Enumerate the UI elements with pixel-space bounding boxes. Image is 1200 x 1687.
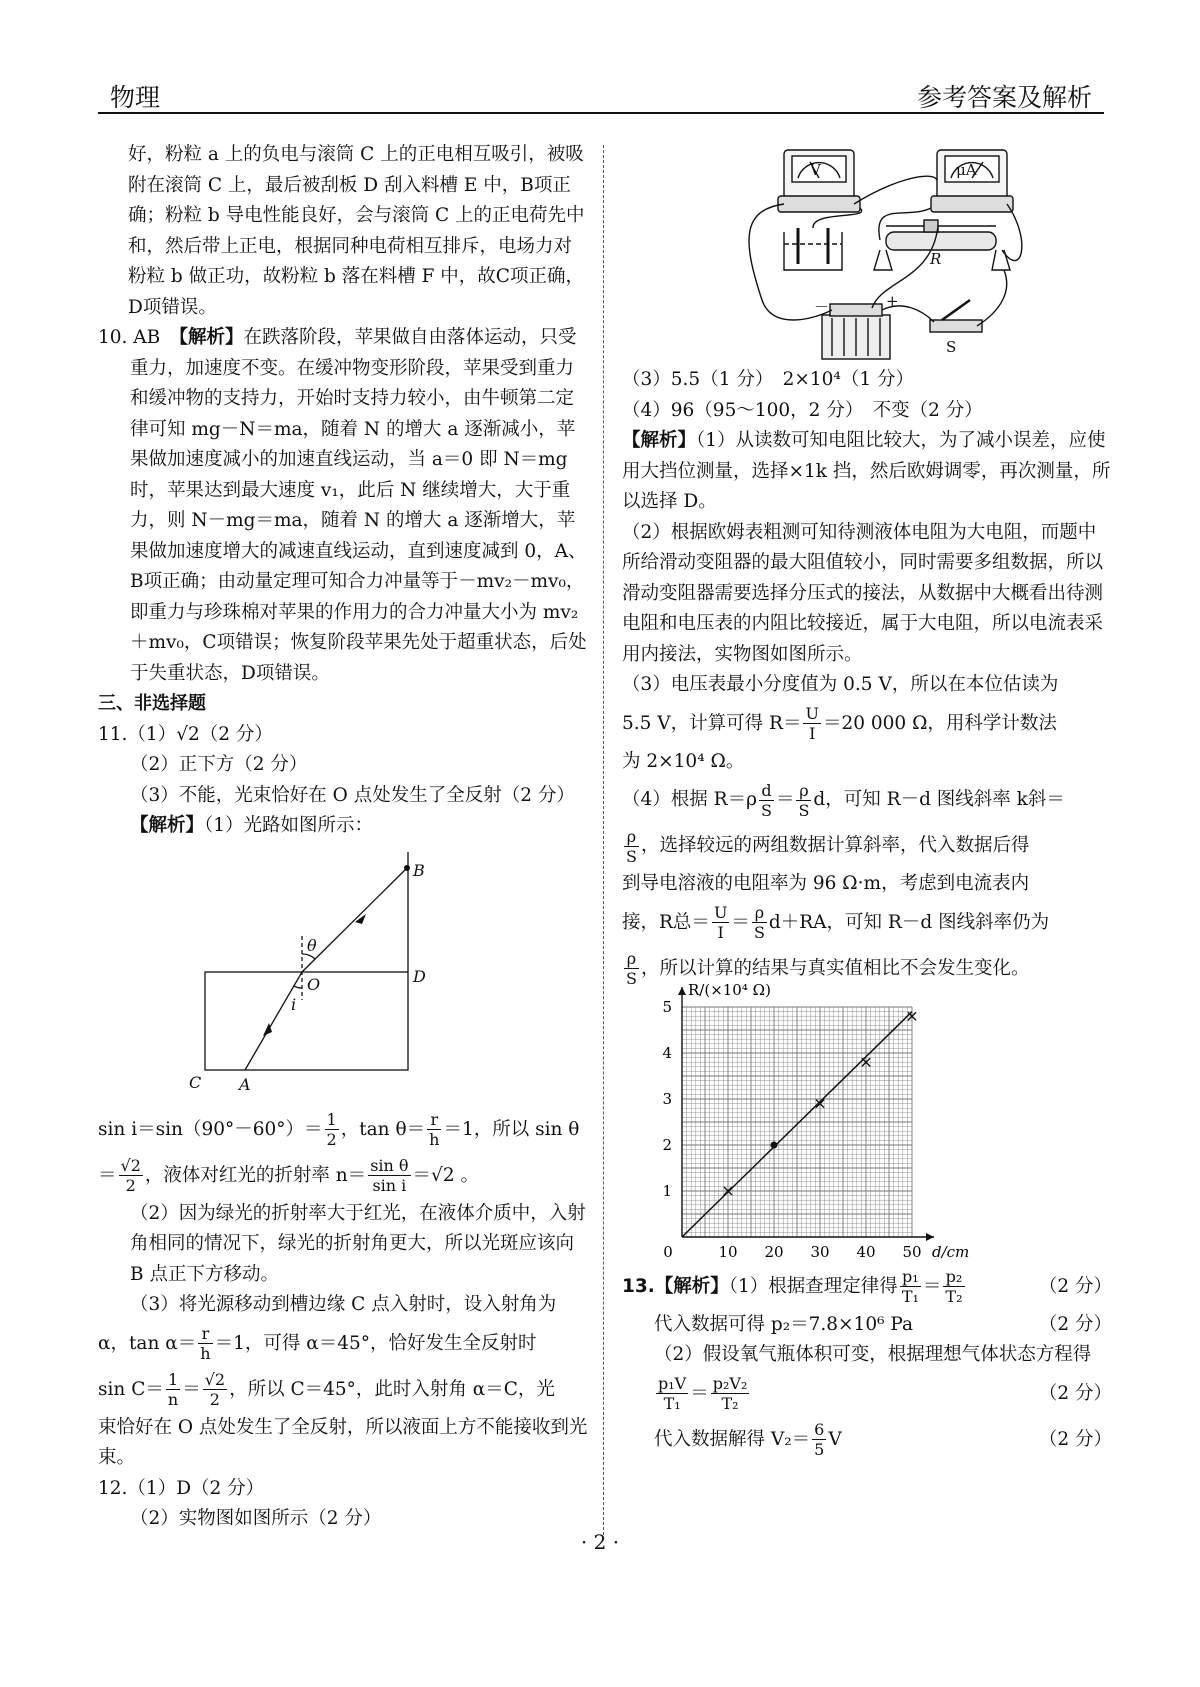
subject-title: 物理 — [110, 83, 161, 112]
frac-den: S — [760, 800, 772, 820]
q11-analysis-intro — [98, 811, 588, 842]
page-number: · 2 · — [580, 1530, 620, 1554]
label-O: O — [307, 974, 321, 994]
q13-line-3: （2）假设氧气瓶体积可变，根据理想气体状态方程得 — [654, 1344, 1092, 1365]
score-1: （2 分） — [1038, 1275, 1112, 1297]
q12-tag: 【解析】 — [622, 430, 697, 451]
r-d-chart — [642, 980, 970, 1264]
q12-analysis-2: （2）根据欧姆表粗测可知待测液体电阻为大电阻，而题中所给滑动变阻器的最大阻值较小，同时需要多组数据，所以滑动变阻器需要选择分压式的接法，从数据中大概看出待测电阻和电压表的内阻比较接近，属于大电阻，所以电流表采用内接法，实物图如图所示。 — [622, 521, 1104, 665]
q11-part2: （2）正下方（2 分） — [130, 754, 308, 775]
p3-text-c: ＝1，可得 α＝45°，恰好发生全反射时 — [214, 1332, 537, 1354]
battery-plus: + — [886, 292, 899, 310]
q11-part3-analysis-c: sin C＝ $\frac{1}{n}$ ＝ $\frac{√2}{2}$ ，所以 C＝45°，此时入射角 α＝C，光 — [98, 1370, 555, 1409]
answer-title: 参考答案及解析 — [916, 83, 1092, 112]
fraction-half — [325, 1110, 339, 1149]
y-tick-label: 1 — [662, 1181, 672, 1200]
q10-tag: 【解析】 — [178, 327, 244, 348]
microammeter-label: μA — [956, 161, 977, 179]
fraction-1-n — [166, 1370, 180, 1409]
q12-analysis-4c: 到导电溶液的电阻率为 96 Ω·m，考虑到电流表内 — [622, 873, 1030, 894]
column-divider — [603, 145, 604, 1535]
frac-num: ρ — [624, 949, 639, 969]
q13-line-1 — [622, 1264, 1112, 1310]
frac-num: r — [198, 1324, 212, 1344]
frac-den: h — [429, 1130, 440, 1149]
fraction-rho-S-4 — [624, 949, 639, 988]
q12-analysis-4d — [622, 900, 1112, 946]
p3b-text: 5.5 V，计算可得 R＝ — [622, 712, 802, 734]
fraction-r-h — [427, 1110, 441, 1149]
fraction-6-5 — [812, 1420, 826, 1459]
p4f-text: 接，R总＝ — [622, 911, 710, 933]
fraction-sqrt2-2 — [203, 1370, 227, 1409]
page-header — [98, 72, 1104, 114]
f2-text-c: ＝√2 。 — [412, 1164, 479, 1186]
frac-num: r — [427, 1110, 441, 1130]
frac-num: 6 — [814, 1420, 825, 1439]
q13-4b: ＝ — [690, 1382, 709, 1404]
label-B: B — [413, 860, 425, 880]
q13-5b: V — [828, 1428, 842, 1450]
data-point — [771, 1141, 778, 1148]
frac-den: S — [626, 846, 637, 866]
frac-den: 2 — [209, 1390, 220, 1409]
q13-5a: 代入数据解得 V₂＝ — [654, 1428, 811, 1450]
frac-den: S — [798, 800, 810, 820]
p4g-text: ＝ — [731, 911, 750, 933]
p4d-text: ，选择较远的两组数据计算斜率，代入数据后得 — [640, 835, 1030, 856]
q11-part3-analysis-a: （3）将光源移动到槽边缘 C 点入射时，设入射角为 — [130, 1294, 557, 1315]
point-B — [404, 865, 410, 871]
frac-num: d — [759, 781, 774, 801]
fraction-U-I-2 — [712, 903, 729, 942]
q12-part4-answer: （4）96（95～100，2 分） 不变（2 分） — [622, 399, 983, 421]
q12-part1: 12.（1）D（2 分） — [98, 1477, 265, 1499]
circuit-diagram — [702, 140, 1032, 365]
q12-analysis-1 — [622, 426, 1112, 518]
x-tick-label: 30 — [810, 1242, 830, 1261]
q13-line-5 — [622, 1417, 1112, 1463]
q11-fig-intro: （1）光路如图所示： — [204, 815, 374, 836]
frac-den: T₁ — [663, 1394, 681, 1413]
x-tick-label: 0 — [663, 1242, 673, 1261]
label-theta: θ — [307, 935, 317, 955]
label-D: D — [413, 966, 426, 986]
x-axis-label: d/cm — [932, 1242, 970, 1261]
frac-num: 1 — [326, 1110, 337, 1129]
q11-formula-2 — [98, 1153, 588, 1199]
label-C: C — [189, 1072, 202, 1092]
x-tick-label: 10 — [718, 1242, 738, 1261]
refracted-ray — [302, 868, 407, 972]
frac-den: I — [717, 923, 724, 942]
q10-text: 在跌落阶段，苹果做自由落体运动，只受重力，加速度不变。在缓冲物变形阶段，苹果受到重力和缓冲物的支持力，开始时支持力较小，由牛顿第二定律可知 mg－N＝ma，随着 N 的增大 a 逐渐减小，苹果做加速度减小的加速直线运动，当 a＝0 即 N＝mg 时，苹果达到最大速度 v₁，此后 N 继续增大，大于重力，则 N－mg＝ma，随着 N 的增大 a 逐渐增大，苹果做加速度增大的减速直线运动，直到速度减到 0，A、B项正确；由动量定理可知合力冲量等于－mv₂－mv₀，即重力与珍珠棉对苹果的作用力的合力冲量大小为 mv₂＋mv₀，C项错误；恢复阶段苹果先处于超重状态，后处于失重状态，D项错误。 — [130, 327, 587, 684]
p4a-text: （4）根据 R＝ρ — [622, 789, 757, 810]
q13-1a: （1）根据查理定律得 — [728, 1275, 898, 1297]
frac-den: 2 — [125, 1176, 136, 1195]
fraction-rho-S — [796, 781, 811, 820]
f2-text-b: ，液体对红光的折射率 n＝ — [144, 1164, 367, 1186]
beaker — [784, 232, 842, 270]
score-4: （2 分） — [1038, 1428, 1112, 1450]
frac-num: p₁ — [900, 1267, 921, 1287]
fraction-U-I — [803, 704, 820, 743]
y-axis-label: R/(×10⁴ Ω) — [688, 980, 771, 999]
i-arc — [294, 986, 302, 988]
frac-num: ρ — [752, 903, 767, 923]
q13-line-2 — [622, 1310, 1112, 1341]
score-2: （2 分） — [1038, 1313, 1112, 1335]
q11-formula-1 — [98, 1107, 588, 1153]
q11-part3-analysis-b — [98, 1321, 588, 1367]
frac-den: T₂ — [721, 1394, 739, 1413]
q12-part3-answer: （3）5.5（1 分） 2×10⁴（1 分） — [622, 369, 914, 390]
frac-den: n — [167, 1390, 179, 1409]
frac-den: I — [809, 724, 816, 743]
q12-analysis-3a: （3）电压表最小分度值为 0.5 V，所以在本位估读为 — [622, 674, 1059, 695]
y-tick-label: 2 — [662, 1135, 672, 1154]
q12-analysis-3b — [622, 701, 1112, 747]
switch-label: S — [946, 338, 957, 356]
y-tick-label: 4 — [662, 1043, 672, 1062]
frac-den: 2 — [326, 1130, 337, 1149]
p3-text-e: ，所以 C＝45°，此时入射角 α＝C，光 — [229, 1378, 555, 1400]
q12-part2: （2）实物图如图所示（2 分） — [130, 1508, 382, 1529]
q10-answer — [98, 323, 588, 689]
f2-text-a: ＝ — [98, 1164, 117, 1186]
fraction-rho-S-3 — [752, 903, 767, 942]
frac-den: S — [753, 923, 765, 942]
label-A: A — [239, 1074, 251, 1094]
x-tick-label: 20 — [764, 1242, 784, 1261]
q13-tag: 13.【解析】 — [622, 1275, 729, 1297]
p3-text-d: sin C＝ — [98, 1378, 164, 1400]
arrow-mid — [355, 914, 366, 924]
q11-part2-analysis: （2）因为绿光的折射率大于红光，在液体介质中，入射角相同的情况下，绿光的折射角更大，所以光斑应该向 B 点正下方移动。 — [130, 1202, 586, 1285]
fraction-p1-T1 — [900, 1267, 921, 1306]
rheostat-label: R — [930, 250, 942, 268]
fraction-d-S — [759, 781, 774, 820]
frac-den: sin i — [372, 1176, 407, 1195]
q11-tag: 【解析】 — [130, 815, 205, 836]
frac-num: √2 — [204, 1370, 226, 1389]
q11-part3-analysis-d: 束恰好在 O 点处发生了全反射，所以液面上方不能接收到光束。 — [98, 1416, 588, 1468]
intro-paragraph: 好，粉粒 a 上的负电与滚筒 C 上的正电相互吸引，被吸附在滚筒 C 上，最后被刮板 D 刮入料槽 E 中，B项正确；粉粒 b 导电性能良好，会与滚筒 C 上的正电荷先中和，然后带上正电，根据同种电荷相互排斥，电场力对粉粒 b 做正功，故粉粒 b 落在料槽 F 中，故C项正确，D项错误。 — [128, 144, 585, 318]
q12-analysis-4b — [622, 823, 1112, 869]
frac-den: S — [626, 969, 637, 988]
frac-den: T₂ — [945, 1287, 963, 1306]
frac-num: ρ — [624, 827, 639, 847]
q12-p1-text: （1）从读数可知电阻比较大，为了减小误差，应使用大挡位测量，选择×1k 挡，然后欧姆调零，再次测量，所以选择 D。 — [622, 430, 1111, 512]
label-i: i — [291, 994, 297, 1014]
x-axis-arrow — [926, 1233, 934, 1241]
p4b-text: ＝ — [775, 789, 795, 810]
incident-ray — [245, 972, 302, 1070]
frac-num: √2 — [120, 1156, 141, 1175]
wire-2 — [854, 176, 937, 204]
q11-part3: （3）不能，光束恰好在 O 点处发生了全反射（2 分） — [130, 784, 575, 806]
light-path-diagram — [163, 842, 523, 1107]
section-heading: 三、非选择题 — [98, 693, 206, 714]
frac-num: U — [805, 704, 819, 723]
q12-analysis-3d: 为 2×10⁴ Ω。 — [622, 750, 745, 772]
q13-2: 代入数据可得 p₂＝7.8×10⁶ Pa — [654, 1313, 914, 1335]
battery-minus: － — [814, 298, 830, 316]
frac-num: sin θ — [370, 1156, 409, 1175]
x-tick-label: 40 — [856, 1242, 876, 1261]
f1-text-c: ＝1，所以 sin θ — [443, 1118, 580, 1140]
frac-num: ρ — [796, 781, 811, 801]
right-column — [622, 140, 1112, 1463]
frac-den: T₁ — [901, 1287, 919, 1306]
f1-text-a: sin i＝sin（90°－60°）＝ — [98, 1118, 323, 1140]
frac-num: p₂V₂ — [712, 1374, 748, 1393]
rheostat — [886, 232, 996, 250]
p4i-text: ，所以计算的结果与真实值相比不会发生变化。 — [640, 957, 1030, 979]
switch — [930, 320, 982, 332]
frac-num: 1 — [166, 1370, 180, 1390]
q13-1b: ＝ — [922, 1275, 942, 1297]
frac-num: p₂ — [943, 1267, 964, 1287]
voltmeter-label: V — [810, 161, 821, 179]
x-tick-label: 50 — [902, 1242, 922, 1261]
fraction-p1V-T1 — [656, 1374, 688, 1413]
q12-analysis-4a — [622, 777, 1112, 823]
fraction-rho-S-2 — [624, 827, 639, 866]
score-3: （2 分） — [1038, 1382, 1112, 1404]
q11-part1: 11.（1）√2（2 分） — [98, 723, 273, 745]
fraction-r-h-2 — [198, 1324, 212, 1363]
fraction-p2V2-T2 — [711, 1374, 750, 1413]
p4h-text: d＋RA，可知 R－d 图线斜率仍为 — [768, 911, 1050, 933]
fraction-sqrt2 — [119, 1156, 143, 1195]
y-tick-label: 3 — [662, 1089, 672, 1108]
p3c-text: ＝20 000 Ω，用科学计数法 — [822, 712, 1057, 734]
q10-label: 10. AB — [98, 327, 161, 348]
wire-7 — [977, 270, 1007, 326]
fraction-p2-T2 — [943, 1267, 964, 1306]
p3-text-b: α，tan α＝ — [98, 1332, 197, 1354]
y-tick-label: 5 — [662, 997, 672, 1016]
frac-num: U — [713, 903, 728, 922]
p4c-text: d，可知 R－d 图线斜率 k斜＝ — [813, 789, 1065, 810]
left-column — [98, 140, 588, 1535]
q13-line-4 — [622, 1371, 1112, 1417]
frac-num: p₁V — [658, 1374, 687, 1393]
frac-den: h — [200, 1344, 211, 1363]
f1-text-b: ，tan θ＝ — [340, 1118, 426, 1140]
fraction-sin — [368, 1156, 410, 1195]
frac-den: 5 — [814, 1440, 825, 1459]
